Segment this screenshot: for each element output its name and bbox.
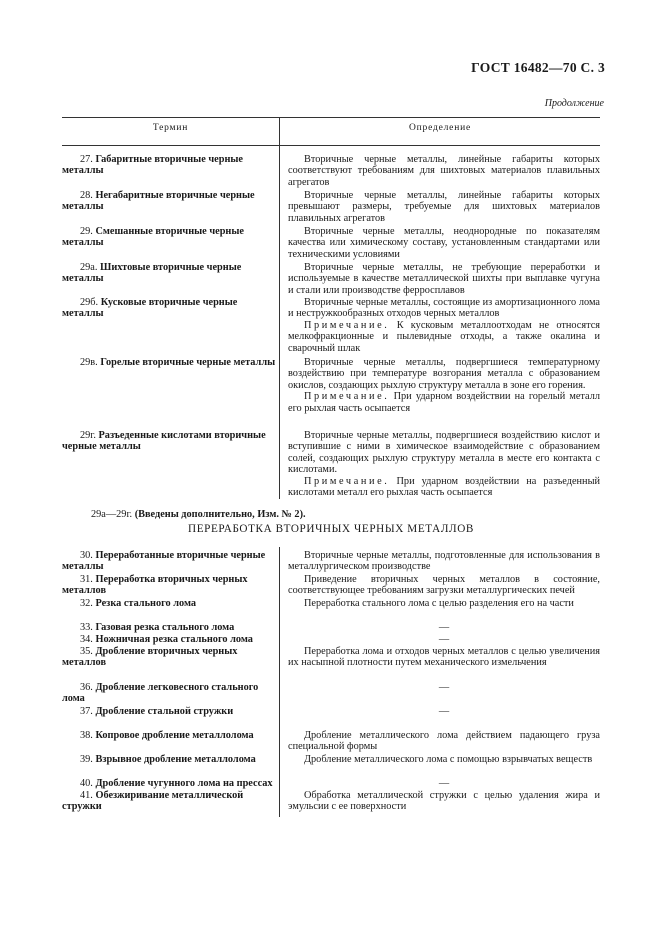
definition-cell: Вторичные черные металлы, линейные габариты которых превышают размеры, требуемые для шихтовых материалов плавильных агрегатов: [288, 190, 600, 224]
definition-cell: Переработка лома и отходов черных металлов с целью увеличения их насыпной плотности путем механического измельчения: [288, 646, 600, 669]
term-cell: 39. Взрывное дробление металлолома: [80, 754, 256, 765]
note-label: Примечание.: [304, 319, 390, 331]
column-divider-top: [279, 117, 280, 499]
term-cell: 40. Дробление чугунного лома на прессах: [80, 778, 273, 789]
term-cell: 29а. Шихтовые вторичные черные металлы: [62, 262, 242, 285]
term-cell: 27. Габаритные вторичные черные металлы: [62, 154, 243, 177]
column-header-definition: Определение: [409, 123, 471, 133]
term-cell: 29в. Горелые вторичные черные металлы: [80, 357, 276, 368]
definition-cell: Приведение вторичных черных металлов в состояние, соответствующее требованиям загрузки металлургических печей: [288, 574, 600, 597]
definition-cell: —: [438, 682, 450, 693]
definition-cell: Вторичные черные металлы, линейные габариты которых соответствуют требованиям для шихтовых материалов плавильных агрегатов: [288, 154, 600, 188]
term-cell: 30. Переработанные вторичные черные металлы: [62, 550, 266, 573]
definition-cell: —: [438, 778, 450, 789]
definition-cell: —: [438, 706, 450, 717]
definition-cell: Обработка металлической стружки с целью удаления жира и эмульсии с ее поверхности: [288, 790, 600, 813]
term-cell: 32. Резка стального лома: [80, 598, 197, 609]
definition-cell: Переработка стального лома с целью разделения его на части: [304, 598, 574, 609]
continuation-label: Продолжение: [544, 98, 604, 109]
term-cell: 34. Ножничная резка стального лома: [80, 634, 253, 645]
definition-cell: Вторичные черные металлы, неоднородные по показателям качества или химическому составу, установленным стандартами или техническими условиями: [288, 226, 600, 260]
definition-text: Вторичные черные металлы, подвергшиеся воздействию кислот и вступившие с ними в химическое взаимодействие с образованием солей, создающих рыхлую структуру металла в месте его контакта с кислотами.: [288, 430, 600, 476]
column-header-term: Термин: [152, 123, 189, 133]
term-cell: 38. Копровое дробление металлолома: [80, 730, 254, 741]
section-title: ПЕРЕРАБОТКА ВТОРИЧНЫХ ЧЕРНЫХ МЕТАЛЛОВ: [188, 523, 474, 535]
term-cell: 29. Смешанные вторичные черные металлы: [62, 226, 244, 249]
definition-cell: [288, 357, 600, 414]
note-label: Примечание.: [304, 391, 390, 403]
term-cell: 41. Обезжиривание металлической стружки: [62, 790, 244, 813]
definition-text: Вторичные черные металлы, состоящие из амортизационного лома и нестружкообразных отходов черных металлов: [288, 297, 600, 320]
table-top-rule: [62, 117, 600, 118]
definition-cell: —: [438, 634, 450, 645]
note: Примечание. При ударном воздействии на горелый металл его рыхлая часть осыпается: [288, 391, 600, 414]
term-cell: 35. Дробление вторичных черных металлов: [62, 646, 238, 669]
page-header: ГОСТ 16482—70 С. 3: [471, 60, 605, 75]
note-label: Примечание.: [304, 475, 390, 487]
term-cell: 31. Переработка вторичных черных металлов: [62, 574, 248, 597]
amendment-note: 29а—29г. (Введены дополнительно, Изм. № 2).: [91, 509, 306, 520]
term-cell: 28. Негабаритные вторичные черные металлы: [62, 190, 255, 213]
definition-cell: Вторичные черные металлы, не требующие переработки и используемые в качестве металлической шихты при выплавке чугуна и стали или производстве ферросплавов: [288, 262, 600, 296]
definition-cell: [288, 430, 600, 498]
note: Примечание. При ударном воздействии на разъеденный кислотами металл его рыхлая часть осыпается: [288, 475, 600, 499]
definition-cell: Дробление металлического лома действием падающего груза специальной формы: [288, 730, 600, 753]
definition-cell: —: [438, 622, 450, 633]
term-cell: 36. Дробление легковесного стального лома: [62, 682, 259, 705]
definition-text: Вторичные черные металлы, подвергшиеся температурному воздействию при температуре возгорания металла с образованием окислов, создающих рыхлую структуру металла в зоне его горения.: [288, 357, 600, 391]
column-divider-bottom: [279, 547, 280, 817]
definition-cell: Дробление металлического лома с помощью взрывчатых веществ: [304, 754, 593, 765]
table-header-rule: [62, 145, 600, 146]
term-cell: 29г. Разъеденные кислотами вторичные черные металлы: [62, 430, 266, 453]
term-cell: 29б. Кусковые вторичные черные металлы: [62, 297, 238, 320]
definition-cell: [288, 297, 600, 354]
definition-cell: Вторичные черные металлы, подготовленные для использования в металлургическом производстве: [288, 550, 600, 573]
term-cell: 33. Газовая резка стального лома: [80, 622, 235, 633]
term-cell: 37. Дробление стальной стружки: [80, 706, 234, 717]
note: Примечание. К кусковым металлоотходам не относятся мелкофракционные и пылевидные отходы, а также окалина и сварочный шлак: [288, 319, 601, 354]
